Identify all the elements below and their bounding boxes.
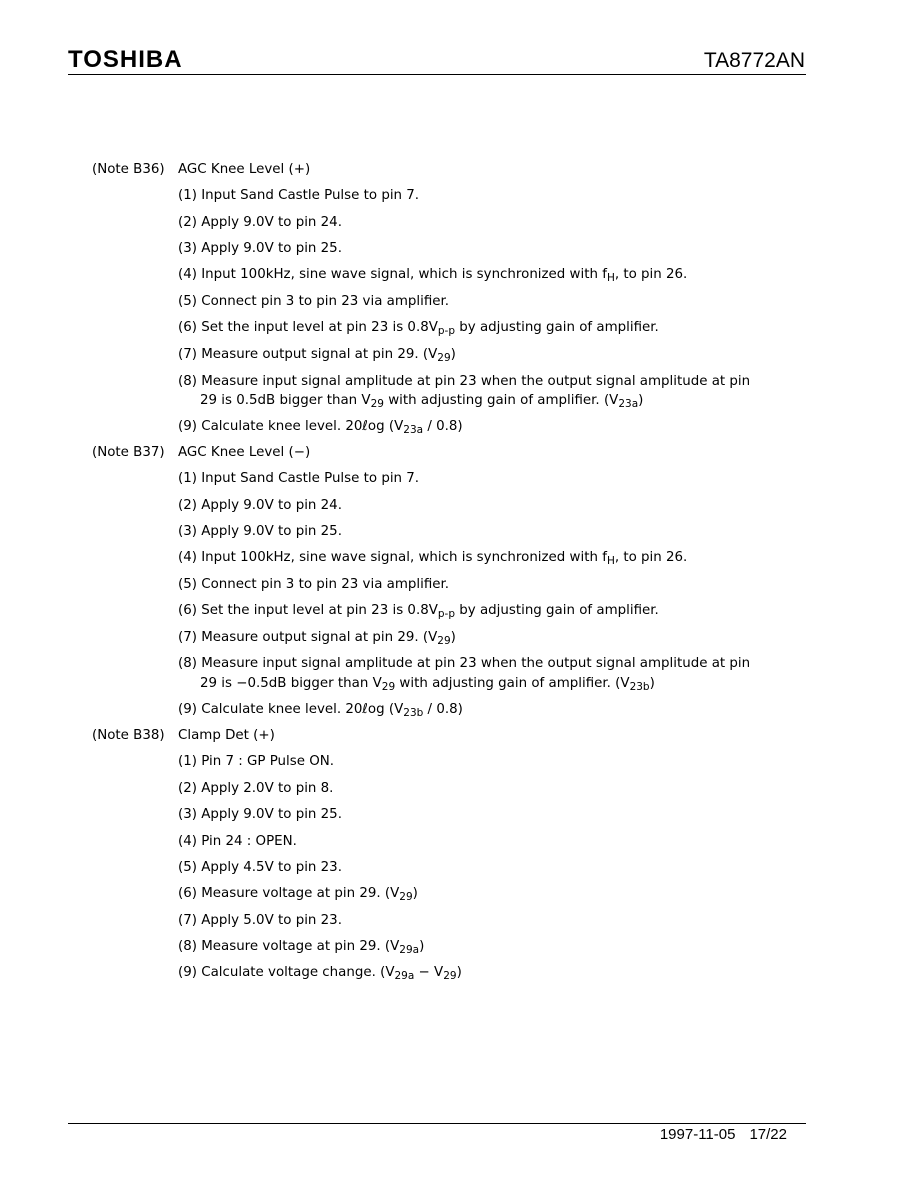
step: (8) Measure voltage at pin 29. $(V_{29a})$ (178, 939, 425, 956)
step: (7) Apply 5.0V to pin 23. (178, 913, 342, 928)
step: (2) Apply 9.0V to pin 24. (178, 498, 342, 513)
step: (3) Apply 9.0V to pin 25. (178, 807, 342, 822)
step: (2) Apply 2.0V to pin 8. (178, 781, 334, 796)
step: (1) Pin 7 : GP Pulse ON. (178, 754, 335, 769)
footer-date: 1997-11-05 (659, 1126, 736, 1143)
step: (3) Apply 9.0V to pin 25. (178, 524, 342, 539)
step: (6) Set the input level at pin 23 is $0.8V_{p-p}$ by adjusting gain of amplifier. (178, 320, 659, 337)
step: (5) Apply 4.5V to pin 23. (178, 860, 342, 875)
footer (660, 1126, 787, 1143)
step: (6) Measure voltage at pin 29. $(V_{29})$ (178, 886, 418, 903)
step: (3) Apply 9.0V to pin 25. (178, 241, 342, 256)
footer-rule (68, 1123, 806, 1124)
step: (9) Calculate knee level. 20ℓog $(V_{23a} / 0.8)$ (178, 419, 463, 436)
step-continuation: 29 is 0.5dB bigger than $V_{29}$ with adjusting gain of amplifier. $(V_{23a})$ (200, 393, 644, 410)
step: (5) Connect pin 3 to pin 23 via amplifier. (178, 577, 450, 592)
step: (4) Input 100kHz, sine wave signal, which is synchronized with $f_H$, to pin 26. (178, 267, 688, 284)
step: (5) Connect pin 3 to pin 23 via amplifier. (178, 294, 450, 309)
header-rule (68, 74, 806, 75)
note-title: AGC Knee Level (−) (178, 445, 311, 460)
step: (7) Measure output signal at pin 29. $(V_{29})$ (178, 347, 456, 364)
step: (9) Calculate knee level. 20ℓog $(V_{23b} / 0.8)$ (178, 702, 463, 719)
step: (9) Calculate voltage change. $(V_{29a} - V_{29})$ (178, 965, 462, 982)
step: (7) Measure output signal at pin 29. $(V_{29})$ (178, 630, 456, 647)
document-number: TA8772AN (703, 49, 805, 72)
footer-page-number: 17/22 (749, 1126, 787, 1143)
note-title: AGC Knee Level (+) (178, 162, 311, 177)
step: (1) Input Sand Castle Pulse to pin 7. (178, 188, 420, 203)
step-continuation: 29 is −0.5dB bigger than $V_{29}$ with adjusting gain of amplifier. $(V_{23b})$ (200, 676, 655, 693)
step: (8) Measure input signal amplitude at pin 23 when the output signal amplitude at pin (178, 656, 751, 671)
note-label: (Note B37) (92, 445, 165, 460)
toshiba-logo: TOSHIBA (68, 46, 183, 73)
step: (8) Measure input signal amplitude at pin 23 when the output signal amplitude at pin (178, 374, 751, 389)
step: (1) Input Sand Castle Pulse to pin 7. (178, 471, 420, 486)
step: (6) Set the input level at pin 23 is $0.8V_{p-p}$ by adjusting gain of amplifier. (178, 603, 659, 620)
step: (2) Apply 9.0V to pin 24. (178, 215, 342, 230)
note-title: Clamp Det (+) (178, 728, 275, 743)
note-label: (Note B38) (92, 728, 165, 743)
note-label: (Note B36) (92, 162, 165, 177)
step: (4) Pin 24 : OPEN. (178, 834, 297, 849)
step: (4) Input 100kHz, sine wave signal, which is synchronized with $f_H$, to pin 26. (178, 550, 688, 567)
